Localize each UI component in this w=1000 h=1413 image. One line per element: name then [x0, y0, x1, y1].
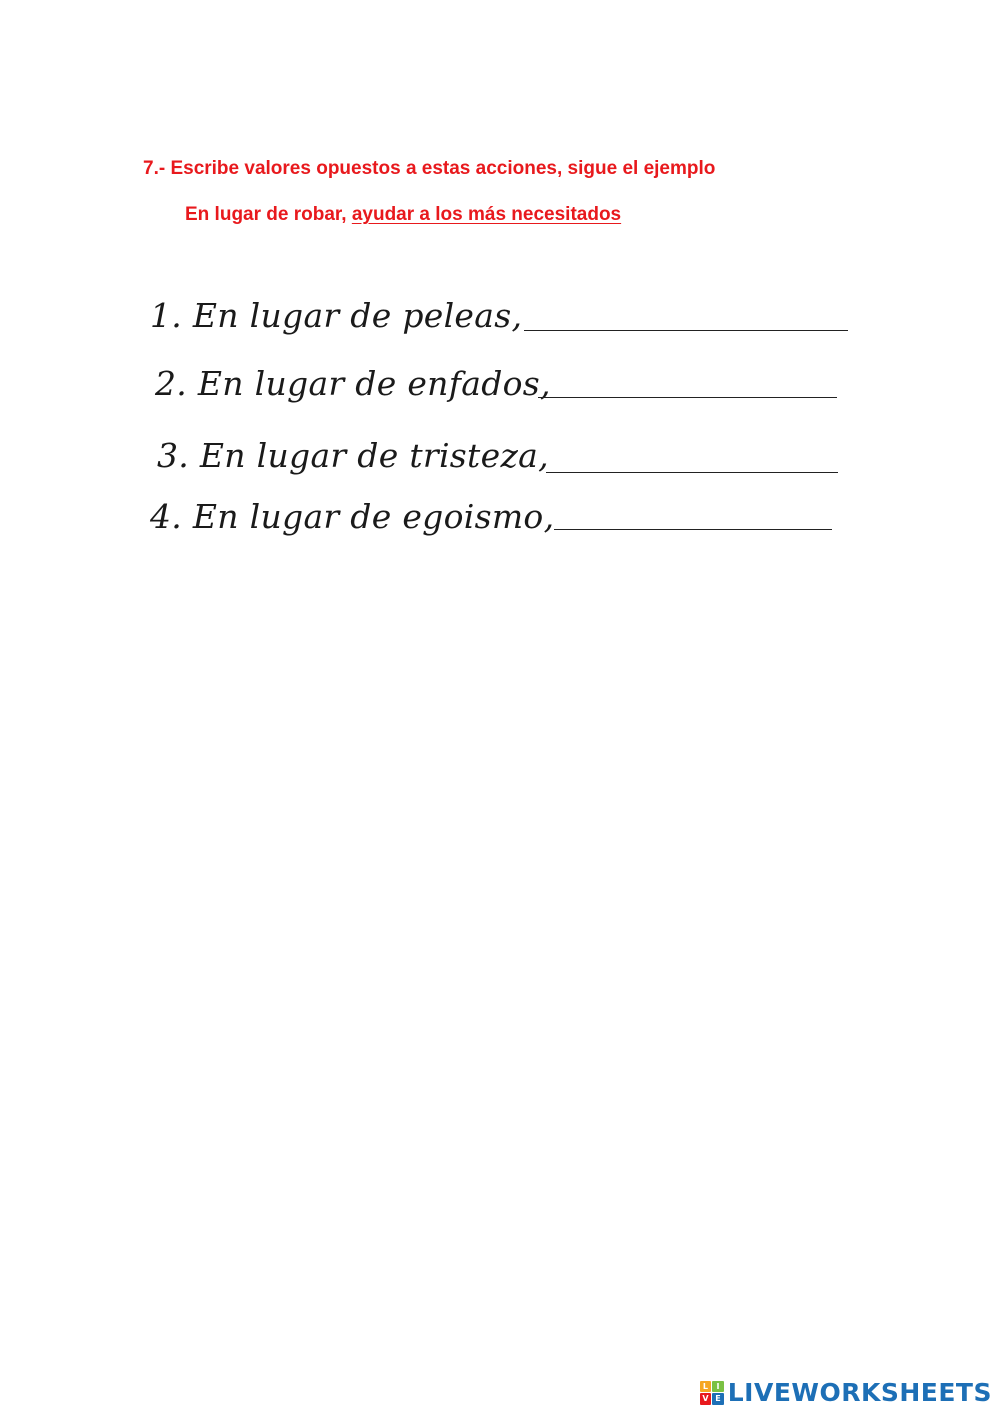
logo-letter-e: E [712, 1393, 724, 1405]
logo-letter-l: L [700, 1381, 712, 1393]
answer-blank-4[interactable] [554, 529, 832, 530]
liveworksheets-branding [700, 1378, 992, 1407]
example-prompt: En lugar de robar, [185, 204, 352, 225]
example-answer: ayudar a los más necesitados [351, 204, 622, 225]
exercise-instruction: 7.- Escribe valores opuestos a estas acciones, sigue el ejemplo [143, 158, 716, 179]
item-label-4: 4. En lugar de egoismo, [150, 497, 555, 536]
logo-letter-v: V [700, 1393, 712, 1405]
liveworksheets-logo-icon [700, 1381, 724, 1405]
answer-blank-3[interactable] [546, 472, 838, 473]
logo-letter-i: I [712, 1381, 724, 1393]
liveworksheets-wordmark: LIVEWORKSHEETS [727, 1378, 992, 1407]
item-label-2: 2. En lugar de enfados, [155, 364, 551, 403]
item-label-3: 3. En lugar de tristeza, [157, 436, 549, 475]
answer-blank-1[interactable] [524, 330, 848, 331]
answer-blank-2[interactable] [538, 397, 837, 398]
example-sentence [185, 204, 621, 226]
item-label-1: 1. En lugar de peleas, [150, 296, 523, 335]
